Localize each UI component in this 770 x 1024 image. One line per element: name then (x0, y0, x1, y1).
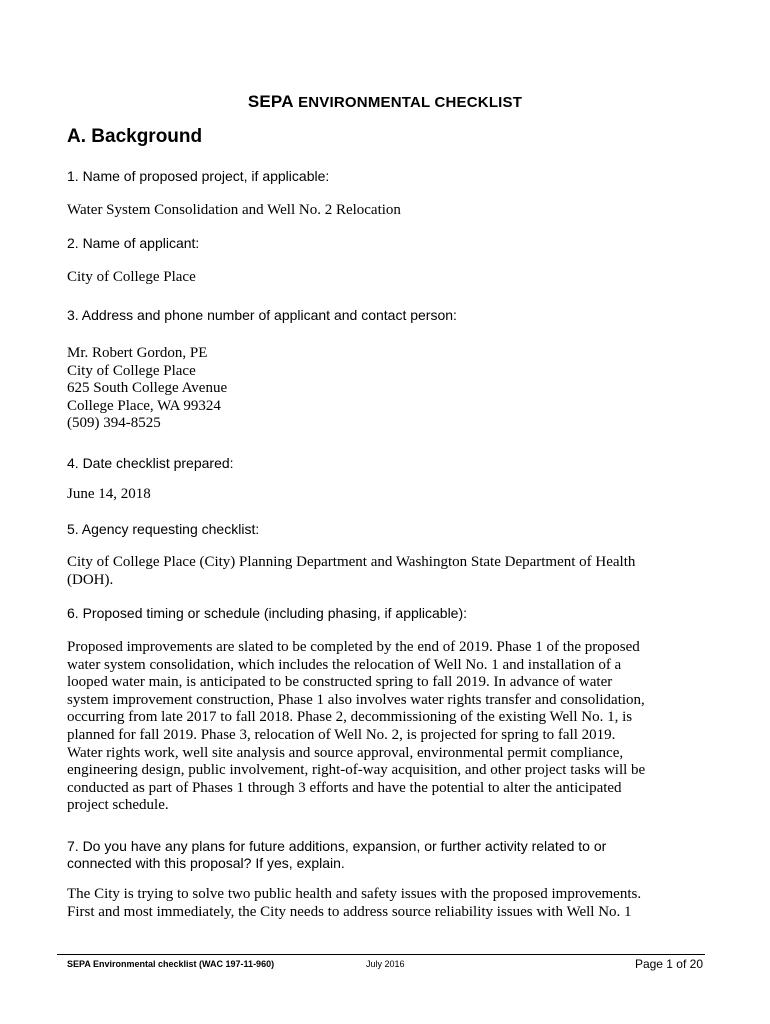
answer-6-line: water system consolidation, which includes the relocation of Well No. 1 and installation of a (67, 656, 622, 673)
answer-6-line: occurring from late 2017 to fall 2018. Phase 2, decommissioning of the existing Well No. 1, is (67, 709, 633, 726)
footer-document-reference: SEPA Environmental checklist (WAC 197-11-960) (67, 959, 275, 969)
answer-6-line: project schedule. (67, 797, 169, 814)
question-1: 1. Name of proposed project, if applicable: (67, 168, 330, 184)
answer-6-line: planned for fall 2019. Phase 3, relocation of Well No. 2, is projected for spring to fall 2019. (67, 726, 616, 743)
answer-6-line: looped water main, is anticipated to be constructed spring to fall 2019. In advance of water (67, 674, 613, 691)
answer-5-line: City of College Place (City) Planning Department and Washington State Department of Health (67, 554, 636, 570)
contact-phone: (509) 394-8525 (67, 415, 161, 432)
answer-6-line: conducted as part of Phases 1 through 3 efforts and have the potential to alter the anticipated (67, 779, 622, 796)
question-7-line: 7. Do you have any plans for future additions, expansion, or further activity related to or (67, 838, 607, 854)
answer-6-line: Proposed improvements are slated to be completed by the end of 2019. Phase 1 of the proposed (67, 639, 640, 655)
contact-organization: City of College Place (67, 362, 196, 379)
footer-divider (57, 954, 705, 955)
answer-4 (67, 486, 647, 504)
contact-street: 625 South College Avenue (67, 380, 228, 397)
footer-date: July 2016 (366, 959, 405, 969)
answer-4-line: June 14, 2018 (67, 486, 151, 502)
answer-7 (67, 886, 647, 921)
answer-6-line: Water rights work, well site analysis and source approval, environmental permit compliance, (67, 744, 624, 761)
document-title (0, 92, 770, 112)
answer-1 (67, 202, 647, 220)
answer-2-line: City of College Place (67, 269, 196, 285)
title-prefix: SEPA (247, 92, 294, 111)
answer-5-line: (DOH). (67, 571, 114, 588)
question-5: 5. Agency requesting checklist: (67, 521, 260, 537)
question-4: 4. Date checklist prepared: (67, 455, 234, 471)
contact-city-state-zip: College Place, WA 99324 (67, 397, 221, 414)
answer-2 (67, 269, 647, 287)
question-2: 2. Name of applicant: (67, 235, 200, 251)
question-6: 6. Proposed timing or schedule (including phasing, if applicable): (67, 605, 468, 621)
footer-page-number: Page 1 of 20 (634, 957, 703, 971)
answer-6-line: system improvement construction, Phase 1 also involves water rights transfer and consolidation, (67, 691, 645, 708)
answer-6 (67, 639, 647, 815)
section-heading: A. Background (67, 126, 203, 147)
question-3: 3. Address and phone number of applicant and contact person: (67, 307, 457, 323)
answer-7-line: First and most immediately, the City needs to address source reliability issues with Well No. 1 (67, 903, 632, 920)
answer-3 (67, 345, 647, 433)
contact-name: Mr. Robert Gordon, PE (67, 345, 208, 361)
answer-1-line: Water System Consolidation and Well No. 2 Relocation (67, 202, 401, 218)
answer-7-line: The City is trying to solve two public health and safety issues with the proposed improvements. (67, 886, 642, 902)
question-7 (67, 838, 647, 872)
answer-5 (67, 554, 647, 589)
title-rest: ENVIRONMENTAL CHECKLIST (293, 94, 523, 111)
question-7-line: connected with this proposal? If yes, explain. (67, 855, 345, 871)
answer-6-line: engineering design, public involvement, right-of-way acquisition, and other project tasks will be (67, 762, 646, 779)
